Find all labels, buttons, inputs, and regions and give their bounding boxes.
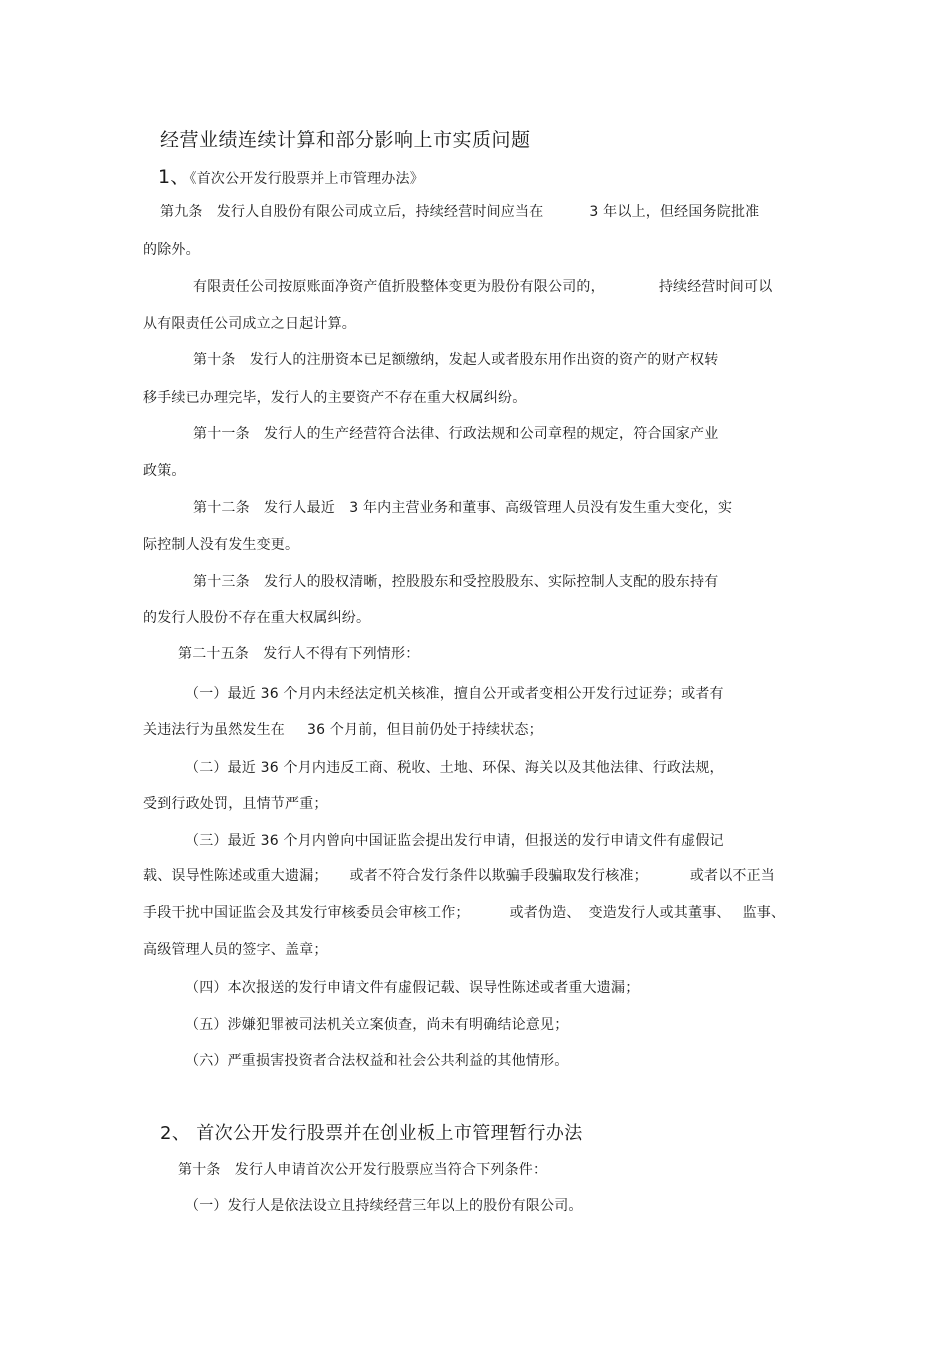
art25-line: 第二十五条 发行人不得有下列情形： [178, 646, 420, 662]
item3-text-a: 载、误导性陈述或重大遗漏； [143, 868, 328, 884]
item3-line2 [143, 866, 775, 886]
art9-text-a: 第九条 发行人自股份有限公司成立后，持续经营时间应当在 [160, 204, 544, 220]
art9-text-b: 3 年以上，但经国务院批准 [589, 204, 760, 220]
section2-item1-line: （一）发行人是依法设立且持续经营三年以上的股份有限公司。 [185, 1198, 583, 1214]
art13-line1: 第十三条 发行人的股权清晰，控股股东和受控股股东、实际控制人支配的股东持有 [193, 574, 719, 590]
art9-text-c: 有限责任公司按原账面净资产值折股整体变更为股份有限公司的， [193, 279, 605, 295]
art12-line2: 际控制人没有发生变更。 [143, 537, 300, 553]
item1-text-b: 36 个月前，但目前仍处于持续状态； [307, 722, 543, 738]
item1-line2 [143, 720, 543, 740]
item6-line: （六）严重损害投资者合法权益和社会公共利益的其他情形。 [185, 1053, 569, 1069]
art9-line1 [160, 202, 759, 222]
item5-line: （五）涉嫌犯罪被司法机关立案侦查，尚未有明确结论意见； [185, 1017, 569, 1033]
art9-line4: 从有限责任公司成立之日起计算。 [143, 316, 356, 332]
art13-line2: 的发行人股份不存在重大权属纠纷。 [143, 610, 371, 626]
item3-line3 [143, 903, 785, 923]
art11-line2: 政策。 [143, 463, 186, 479]
item3-line1: （三）最近 36 个月内曾向中国证监会提出发行申请，但报送的发行申请文件有虚假记 [185, 833, 724, 849]
item3-text-d: 手段干扰中国证监会及其发行审核委员会审核工作； [143, 905, 470, 921]
item2-line2: 受到行政处罚，且情节严重； [143, 796, 328, 812]
item4-line: （四）本次报送的发行申请文件有虚假记载、误导性陈述或者重大遗漏； [185, 980, 640, 996]
art11-line1: 第十一条 发行人的生产经营符合法律、行政法规和公司章程的规定，符合国家产业 [193, 426, 719, 442]
item3-text-g: 监事、 [742, 905, 786, 921]
item1-text-a: 关违法行为虽然发生在 [143, 722, 285, 738]
art10-line1: 第十条 发行人的注册资本已足额缴纳，发起人或者股东用作出资的资产的财产权转 [193, 352, 719, 368]
art9-line2: 的除外。 [143, 242, 200, 258]
item3-text-c: 或者以不正当 [689, 868, 776, 884]
item3-line4: 高级管理人员的签字、盖章； [143, 942, 328, 958]
section2-number: 2、 [160, 1123, 191, 1144]
item3-text-e: 或者伪造、 [509, 905, 581, 921]
section2-heading [160, 1122, 583, 1146]
item2-line1: （二）最近 36 个月内违反工商、税收、土地、环保、海关以及其他法律、行政法规， [185, 760, 724, 776]
item3-text-f: 变造发行人或其董事、 [588, 905, 731, 921]
item3-text-b: 或者不符合发行条件以欺骗手段骗取发行核准； [349, 868, 648, 884]
art10-line2: 移手续已办理完毕，发行人的主要资产不存在重大权属纠纷。 [143, 390, 527, 406]
item1-line1: （一）最近 36 个月内未经法定机关核准，擅自公开或者变相公开发行过证券；或者有 [185, 686, 724, 702]
section2-heading-text: 首次公开发行股票并在创业板上市管理暂行办法 [196, 1123, 583, 1144]
page-title: 经营业绩连续计算和部分影响上市实质问题 [160, 129, 531, 151]
art9-line3 [193, 277, 772, 297]
section1-heading-text: 《首次公开发行股票并上市管理办法》 [189, 171, 424, 187]
art12-line1: 第十二条 发行人最近 3 年内主营业务和董事、高级管理人员没有发生重大变化，实 [193, 500, 733, 516]
section1-heading [158, 167, 424, 189]
section1-number: 1、 [158, 166, 190, 188]
art9-text-d: 持续经营时间可以 [658, 279, 773, 295]
section2-art10-line: 第十条 发行人申请首次公开发行股票应当符合下列条件： [178, 1162, 548, 1178]
